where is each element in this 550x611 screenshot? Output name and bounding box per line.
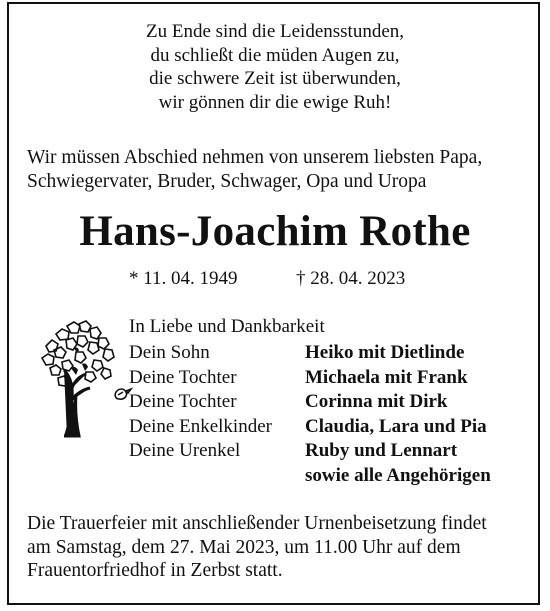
family-row — [129, 464, 491, 489]
poem-line: die schwere Zeit ist überwunden, — [149, 68, 401, 89]
relation: Deine Tochter — [129, 366, 237, 388]
poem-line: wir gönnen dir die ewige Ruh! — [158, 91, 392, 113]
relation: Dein Sohn — [129, 342, 210, 363]
birth-date: * 11. 04. 1949 — [129, 268, 238, 289]
poem-line: Zu Ende sind die Leidensstunden, — [145, 21, 405, 42]
funeral-line: Die Trauerfeier mit anschließender Urnenbeisetzung findet — [27, 513, 487, 534]
deceased-name: Hans-Joachim Rothe — [79, 208, 471, 255]
family-row — [129, 366, 491, 391]
family-names: sowie alle Angehörigen — [305, 464, 491, 486]
funeral-line: am Samstag, dem 27. Mai 2023, um 11.00 Uhr auf dem — [27, 536, 461, 558]
family-row — [129, 439, 491, 464]
family-names: Corinna mit Dirk — [305, 391, 448, 412]
family-list — [129, 341, 491, 488]
thanks-line: In Liebe und Dankbarkeit — [129, 316, 325, 337]
family-row — [129, 415, 491, 440]
family-names: Claudia, Lara und Pia — [305, 415, 487, 437]
intro-line: Schwiegervater, Bruder, Schwager, Opa und Uropa — [27, 170, 427, 192]
poem-line: du schließt die müden Augen zu, — [150, 44, 400, 66]
family-row — [129, 390, 491, 415]
family-row — [129, 341, 491, 366]
funeral-details — [27, 512, 527, 583]
death-date: † 28. 04. 2023 — [296, 268, 406, 289]
family-names: Heiko mit Dietlinde — [305, 342, 465, 363]
relation — [129, 464, 305, 489]
relation: Deine Urenkel — [129, 440, 241, 461]
family-names: Ruby und Lennart — [305, 440, 458, 461]
relation: Deine Enkelkinder — [129, 415, 272, 437]
tree-with-birds-icon — [34, 316, 134, 438]
family-names: Michaela mit Frank — [305, 366, 468, 388]
relation: Deine Tochter — [129, 391, 237, 412]
poem — [0, 20, 550, 114]
intro-line: Wir müssen Abschied nehmen von unserem liebsten Papa, — [27, 147, 483, 168]
intro-text — [27, 146, 482, 193]
funeral-line: Frauentorfriedhof in Zerbst statt. — [27, 560, 283, 581]
